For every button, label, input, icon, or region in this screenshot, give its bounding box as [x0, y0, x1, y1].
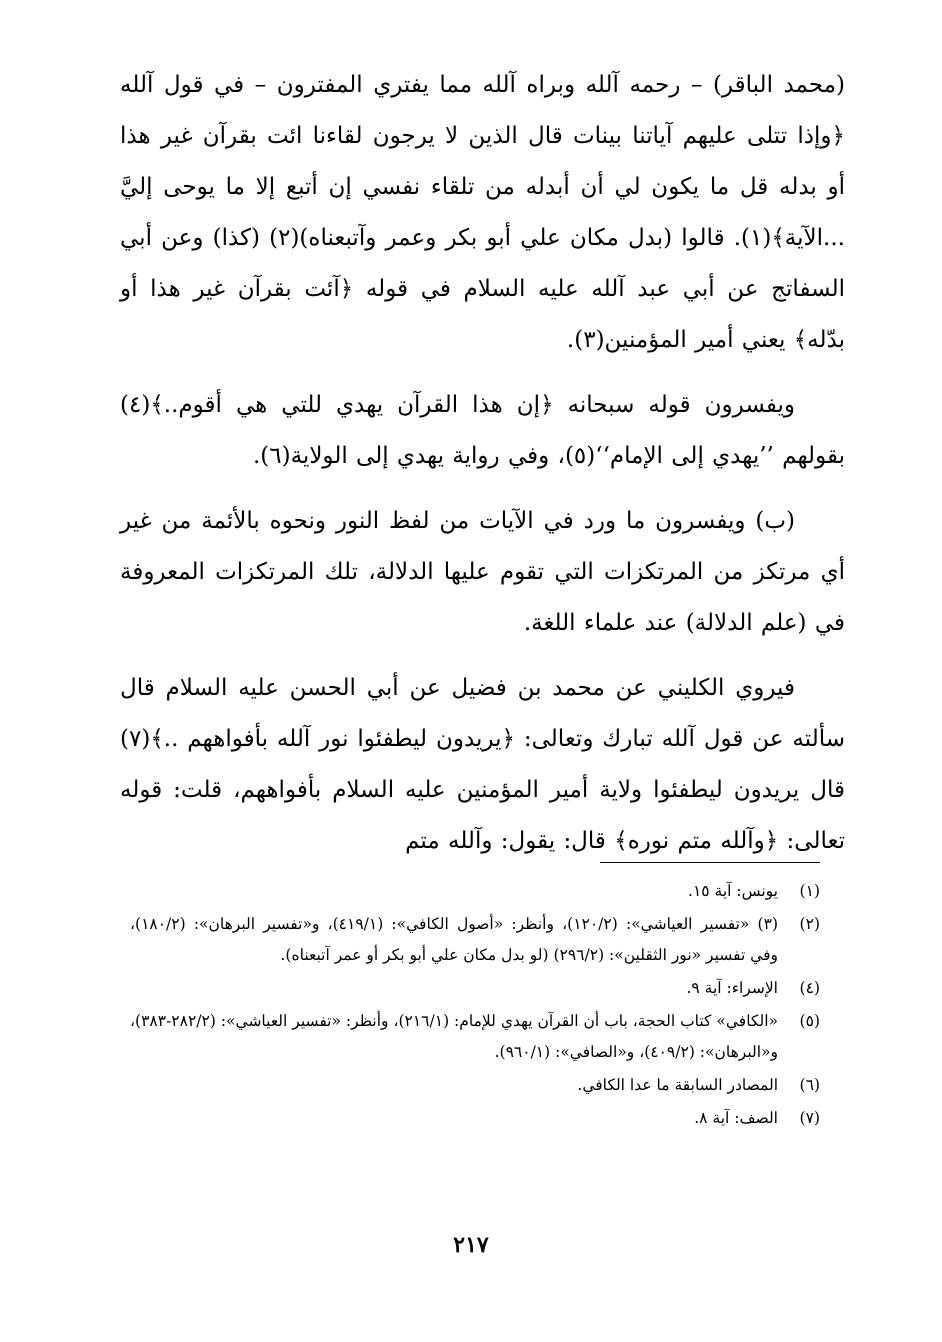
footnotes: [130, 876, 820, 1136]
footnote-text: الإسراء: آية ٩.: [686, 979, 778, 997]
page-number: ٢١٧: [453, 1232, 489, 1258]
footnote-item: [130, 1070, 820, 1101]
body-paragraph-3: (ب) ويفسرون ما ورد في الآيات من لفظ النور ونحوه بالأئمة من غير أي مرتكز من المرتكزات التي تقوم عليها الدلالة، تلك المرتكزات المعروفة في (علم الدلالة) عند علماء اللغة.: [120, 508, 845, 636]
footnote-item: [130, 1006, 820, 1068]
footnote-text: الصف: آية ٨.: [694, 1109, 778, 1127]
footnote-item: [130, 973, 820, 1004]
footnote-number: (٧): [799, 1109, 820, 1127]
footnote-item: [130, 909, 820, 971]
footnote-number: (٤): [799, 979, 820, 997]
footnote-number: (٢): [799, 915, 820, 933]
footnote-text: يونس: آية ١٥.: [688, 882, 778, 900]
footnote-text: المصادر السابقة ما عدا الكافي.: [577, 1076, 778, 1094]
footnote-text: «الكافي» كتاب الحجة، باب أن القرآن يهدي للإمام: (٢١٦/١)، وأنظر: «تفسير العياشي»: (٢٨٢/٢-٣٨٣)، و«البرهان»: (٤٠٩/٢)، و«الصافي»: (٩٦٠/١).: [130, 1012, 778, 1061]
footnote-item: [130, 1103, 820, 1134]
footnote-number: (٦): [799, 1076, 820, 1094]
footnote-text: (٣) «تفسير العياشي»: (١٢٠/٢)، وأنظر: «أصول الكافي»: (٤١٩/١)، و«تفسير البرهان»: (١٨٠/٢)، وفي تفسير «نور الثقلين»: (٢٩٦/٢) (لو بدل مكان علي أبو بكر أو عمر آتبعناه).: [130, 915, 778, 964]
main-text: [120, 60, 845, 875]
footnote-number: (١): [799, 882, 820, 900]
footnote-item: [130, 876, 820, 907]
footnote-separator: [600, 862, 820, 863]
body-paragraph-4: فيروي الكليني عن محمد بن فضيل عن أبي الحسن عليه السلام قال سألته عن قول آلله تبارك وتعالى: ﴿يريدون ليطفئوا نور آلله بأفواههم ..﴾(٧) قال يريدون ليطفئوا ولاية أمير المؤمنين عليه السلام بأفواههم، قلت: قوله تعالى: ﴿وآلله متم نوره﴾ قال: يقول: وآلله متم: [120, 675, 845, 854]
body-paragraph-2: ويفسرون قوله سبحانه ﴿إن هذا القرآن يهدي للتي هي أقوم..﴾(٤) بقولهم ’’يهدي إلى الإمام‘‘(٥)، وفي رواية يهدي إلى الولاية(٦).: [120, 392, 845, 469]
footnote-number: (٥): [799, 1012, 820, 1030]
body-paragraph-1: (محمد الباقر) – رحمه آلله وبراه آلله مما يفتري المفترون – في قول آلله ﴿وإذا تتلى عليهم آياتنا بينات قال الذين لا يرجون لقاءنا ائت بقرآن غير هذا أو بدله قل ما يكون لي أن أبدله من تلقاء نفسي إن أتبع إلا ما يوحى إليَّ ...الآية﴾(١). قالوا (بدل مكان علي أبو بكر وعمر وآتبعناه)(٢) (كذا) وعن أبي السفاتج عن أبي عبد آلله عليه السلام في قوله ﴿آئت بقرآن غير هذا أو بدّله﴾ يعني أمير المؤمنين(٣).: [120, 72, 845, 353]
